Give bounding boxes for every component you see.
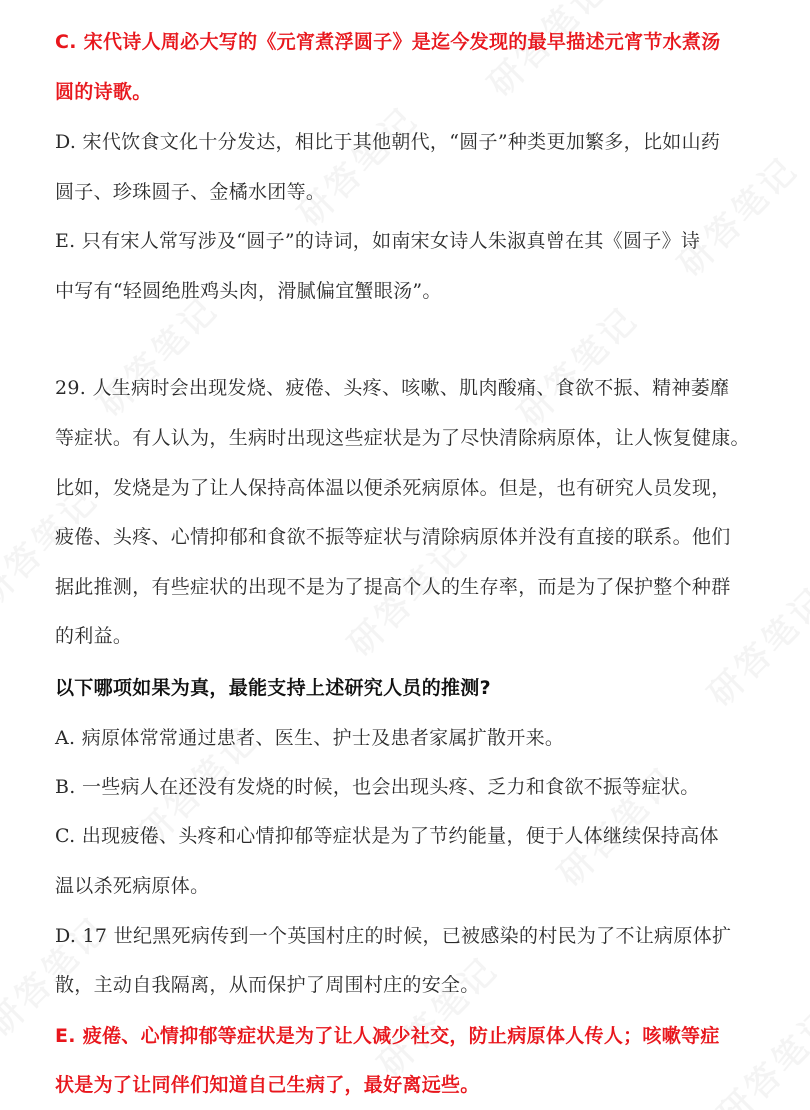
prev-option-e-line-1: E. 只有宋人常写涉及“圆子”的诗词，如南宋女诗人朱淑真曾在其《圆子》诗 <box>55 230 701 252</box>
prev-option-c-line-2: 圆的诗歌。 <box>55 81 152 103</box>
question-29-option-e-line-2: 状是为了让同伴们知道自己生病了，最好离远些。 <box>55 1074 480 1096</box>
question-29-stem-line-2: 等症状。有人认为，生病时出现这些症状是为了尽快清除病原体，让人恢复健康。 <box>55 427 750 449</box>
prev-option-e-line-2: 中写有“轻圆绝胜鸡头肉，滑腻偏宜蟹眼汤”。 <box>55 280 442 302</box>
watermark-text <box>85 283 227 425</box>
question-29-option-a: A. 病原体常常通过患者、医生、护士及患者家属扩散开来。 <box>55 727 565 749</box>
question-29-stem-line-1: 29. 人生病时会出现发烧、疲倦、头疼、咳嗽、肌肉酸痛、食欲不振、精神萎靡 <box>55 377 730 399</box>
watermark-text <box>285 93 427 235</box>
question-29-option-c-line-2: 温以杀死病原体。 <box>55 875 210 897</box>
watermark-text <box>505 293 647 435</box>
question-29-stem-line-4: 疲倦、头疼、心情抑郁和食欲不振等症状与清除病原体并没有直接的联系。他们 <box>55 526 731 548</box>
watermark-text <box>365 943 507 1085</box>
question-29-option-b: B. 一些病人在还没有发烧的时候，也会出现头疼、乏力和食欲不振等症状。 <box>55 776 700 798</box>
question-29-prompt: 以下哪项如果为真，最能支持上述研究人员的推测? <box>55 677 491 699</box>
question-29-option-e-line-1: E. 疲倦、心情抑郁等症状是为了让人减少社交，防止病原体人传人；咳嗽等症 <box>55 1025 720 1047</box>
question-29-option-d-line-1: D. 17 世纪黑死病传到一个英国村庄的时候，已被感染的村民为了不让病原体扩 <box>55 925 732 947</box>
prev-option-d-line-2: 圆子、珍珠圆子、金橘水团等。 <box>55 181 326 203</box>
prev-option-d-line-1: D. 宋代饮食文化十分发达，相比于其他朝代，“圆子”种类更加繁多，比如山药 <box>55 131 721 153</box>
question-29-stem-line-3: 比如，发烧是为了让人保持高体温以便杀死病原体。但是，也有研究人员发现， <box>55 477 731 499</box>
question-29-stem-line-5: 据此推测，有些症状的出现不是为了提高个人的生存率，而是为了保护整个种群 <box>55 576 731 598</box>
prev-option-c-line-1: C. 宋代诗人周必大写的《元宵煮浮圆子》是迄今发现的最早描述元宵节水煮汤 <box>55 31 721 53</box>
watermark-text <box>665 143 807 285</box>
question-29-option-c-line-1: C. 出现疲倦、头疼和心情抑郁等症状是为了节约能量，便于人体继续保持高体 <box>55 825 719 847</box>
question-29-option-d-line-2: 散，主动自我隔离，从而保护了周围村庄的安全。 <box>55 974 480 996</box>
question-29-stem-line-6: 的利益。 <box>55 625 133 647</box>
